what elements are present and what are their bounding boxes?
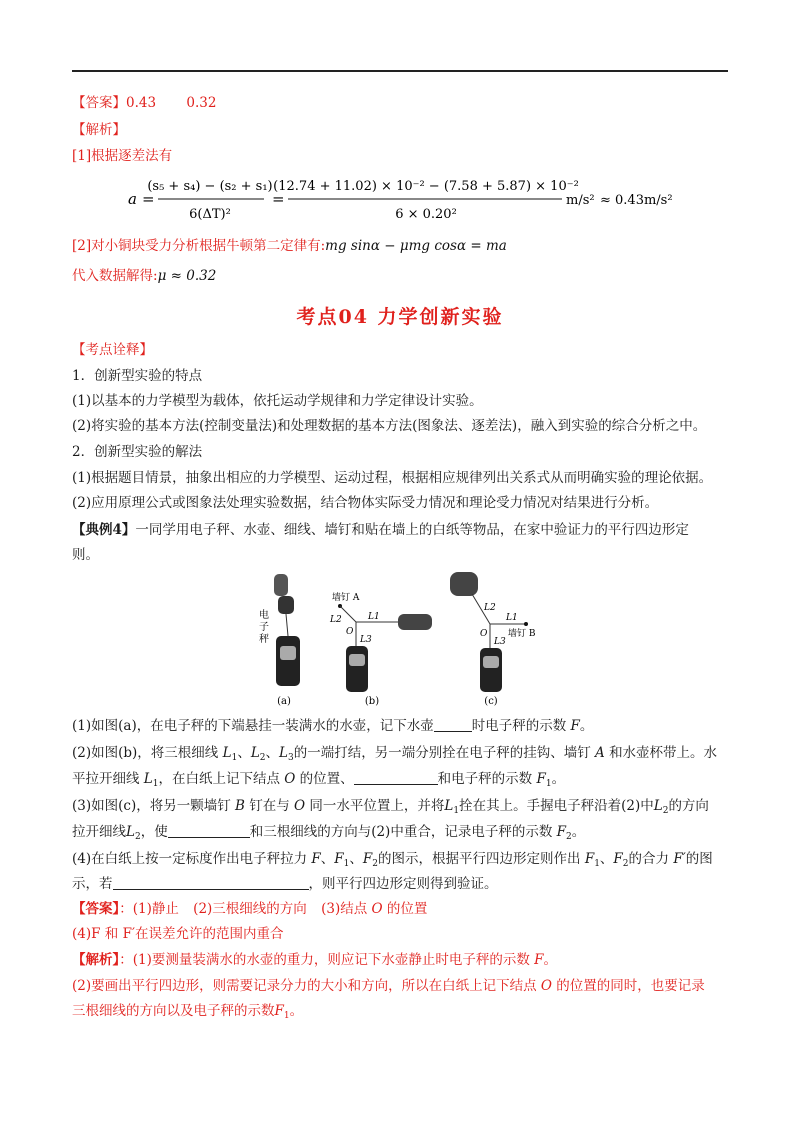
q4-text-b: 的图示，根据平行四边形定则作出	[378, 851, 581, 867]
q4-text-e: 示，若	[72, 876, 113, 892]
analysis-2-line-1: 【解析】：(1)要测量装满水的水壶的重力，则应记下水壶静止时电子秤的示数 F。	[72, 952, 558, 968]
q2-text-f: ，在白纸上记下结点	[158, 771, 280, 787]
q3-text-a: (3)如图(c)，将另一颗墙钉	[72, 798, 231, 814]
q3-o: O	[294, 798, 306, 814]
explain-paragraph-4: (2)应用原理公式或图象法处理实验数据，结合物体实际受力情况和理论受力情况对结果进行分析。	[72, 495, 659, 511]
label-c: (c)	[484, 696, 498, 707]
label-b: (b)	[364, 696, 380, 707]
scale-icon-a	[278, 596, 294, 614]
analysis-2-line-3: 三根细线的方向以及电子秤的示数$F_1$。	[72, 1003, 304, 1021]
formula-approx: ≈ 0.43m/s²	[600, 193, 673, 208]
q3-text-c: 钉在与	[249, 798, 290, 814]
q4-text-f: ，则平行四边形定则得到验证。	[308, 876, 498, 892]
kettle-icon-c	[480, 648, 502, 692]
formula-lhs: a	[128, 190, 137, 208]
formula-svg	[128, 172, 688, 228]
step-2-text: [2]对小铜块受力分析根据牛顿第二定律有:	[72, 238, 326, 254]
step-3-equation: μ ≈ 0.32	[157, 268, 217, 284]
label-a: (a)	[277, 696, 291, 707]
analysis-2-sentence-2a: (2)要画出平行四边形，则需要记录分力的大小和方向，所以在白纸上记下结点	[72, 978, 537, 994]
l3-label-c: L3	[494, 637, 506, 647]
example-tag: 【典例4】	[72, 522, 136, 538]
question-4-line-2	[72, 874, 498, 894]
q4-blank[interactable]	[113, 875, 309, 890]
example-intro-2: 则。	[72, 547, 99, 563]
analysis-2-sentence-2c: 三根细线的方向以及电子秤的示数	[72, 1003, 275, 1019]
analysis-2-sentence-1: ：(1)要测量装满水的水壶的重力，则应记下水壶静止时电子秤的示数	[119, 952, 530, 968]
answer-2-line-2: (4)F 和 F′在误差允许的范围内重合	[72, 926, 284, 942]
answer-value-1: 0.43	[126, 95, 157, 111]
answer-value-2: 0.32	[186, 95, 217, 111]
formula-den2: 6 × 0.20²	[395, 207, 457, 222]
q1-text-a: (1)如图(a)，在电子秤的下端悬挂一装满水的水壶，记下水壶	[72, 718, 434, 734]
nail-b-label: 墙钉 B	[508, 629, 536, 639]
l1-label-b: L1	[368, 612, 380, 622]
q1-text-b: 时电子秤的示数	[471, 718, 567, 734]
answer-line	[72, 93, 216, 113]
q2-o: O	[284, 771, 296, 787]
answer-2-part-2: (2)三根细线的方向	[193, 901, 307, 917]
kettle-icon-a	[276, 636, 300, 686]
q3-text-f: 拴在其上。手握电子秤沿着(2)中	[459, 798, 654, 814]
difference-method-formula	[128, 172, 688, 232]
figure-svg	[250, 570, 570, 710]
analysis-2-line-2: (2)要画出平行四边形，则需要记录分力的大小和方向，所以在白纸上记下结点 O 的位置的同时，也要记录	[72, 978, 705, 994]
q3-nail-b: B	[235, 798, 245, 814]
answer-2-o: O	[371, 901, 383, 917]
header-rule	[72, 70, 728, 72]
l1-label-c: L1	[506, 613, 518, 623]
explain-paragraph-2: (2)将实验的基本方法(控制变量法)和处理数据的基本方法(图象法、逐差法)，融入到实验的综合分析之中。	[72, 418, 707, 434]
answer-2-tag: 【答案】	[72, 901, 120, 917]
question-2-line-2: 平拉开细线 $L_1$，在白纸上记下结点 O 的位置、 和电子秤的示数 $F_1$。	[72, 771, 566, 789]
q2-text-a: (2)如图(b)，将三根细线	[72, 745, 219, 761]
q2-text-b: 的一端打结，另一端分别拴在电子秤的挂钩、墙钉	[293, 745, 591, 761]
answer-2-part-1: ：(1)静止	[119, 901, 179, 917]
question-4-line-1: (4)在白纸上按一定标度作出电子秤拉力 F、$F_1$、$F_2$的图示，根据平行四边形定则作出 $F_1$、$F_2$的合力 F′的图	[72, 851, 713, 869]
q2-text-i: 和电子秤的示数	[437, 771, 533, 787]
answer-2-part-3-end: 的位置	[386, 901, 428, 917]
q4-text-c: 的合力	[628, 851, 670, 867]
analysis-step-3	[72, 266, 216, 286]
analysis-tag: 【解析】	[72, 122, 126, 138]
scale-label-3: 秤	[259, 634, 269, 645]
scale-label-2: 子	[259, 622, 269, 633]
analysis-2-tag: 【解析】	[72, 952, 120, 968]
explain-paragraph-1: (1)以基本的力学模型为载体，依托运动学规律和力学定律设计实验。	[72, 393, 483, 409]
q4-text-a: (4)在白纸上按一定标度作出电子秤拉力	[72, 851, 308, 867]
figure-c	[450, 572, 536, 707]
q3-text-g: 的方向	[668, 798, 709, 814]
q1-blank[interactable]	[434, 717, 472, 732]
kettle-label-c	[483, 656, 499, 668]
q3-text-j: 和三根细线的方向与(2)中重合，记录电子秤的示数	[249, 824, 553, 840]
o-label-b: O	[346, 627, 354, 637]
kettle-label-b	[349, 654, 365, 666]
q1-var: F	[570, 718, 580, 734]
nail-a-label: 墙钉 A	[332, 593, 360, 603]
q3-text-h: 拉开细线	[72, 824, 126, 840]
l2-label-c: L2	[484, 603, 496, 613]
explain-heading-2: 2．创新型实验的解法	[72, 444, 203, 460]
analysis-step-2	[72, 236, 507, 256]
scale-icon-b	[398, 614, 432, 630]
explain-paragraph-3: (1)根据题目情景，抽象出相应的力学模型、运动过程，根据相应规律列出关系式从而明确实验的理论依据。	[72, 470, 713, 486]
question-1: (1)如图(a)，在电子秤的下端悬挂一装满水的水壶，记下水壶 时电子秤的示数 F。	[72, 718, 594, 734]
l2-label-b: L2	[330, 615, 342, 625]
example-intro-1	[72, 520, 689, 540]
answer-2-part-3: (3)结点	[321, 901, 368, 917]
answer-tag: 【答案】	[72, 95, 126, 111]
step-2-equation: mg sinα − μmg cosα = ma	[325, 238, 507, 254]
section-title: 考点04 力学创新实验	[296, 306, 504, 328]
question-2-line-1: (2)如图(b)，将三根细线 $L_1$、$L_2$、$L_3$的一端打结，另一端分别拴在电子秤的挂钩、墙钉 A 和水壶杯带上。水	[72, 745, 718, 763]
formula-eq1: =	[142, 190, 155, 208]
analysis-step-1: [1]根据逐差法有	[72, 148, 173, 164]
analysis-2-sentence-2b: 的位置的同时，也要记录	[556, 978, 705, 994]
experiment-figure	[250, 570, 570, 714]
q3-blank[interactable]	[168, 823, 250, 838]
scale-icon-c	[450, 572, 478, 596]
q4-text-d: 的图	[685, 851, 713, 867]
explain-heading-1: 1．创新型实验的特点	[72, 368, 203, 384]
formula-num1: (s₅ + s₄) − (s₂ + s₁)	[147, 179, 273, 194]
question-3-line-1: (3)如图(c)，将另一颗墙钉 B 钉在与 O 同一水平位置上，并将$L_1$拴在其上。手握电子秤沿着(2)中$L_2$的方向	[72, 798, 709, 816]
question-3-line-2: 拉开细线$L_2$，使 和三根细线的方向与(2)中重合，记录电子秤的示数 $F_2$。	[72, 824, 586, 842]
q2-blank[interactable]	[354, 770, 438, 785]
formula-eq2: =	[272, 190, 285, 208]
nail-b-icon	[524, 622, 528, 626]
scale-label: 电	[259, 610, 269, 621]
step-3-text: 代入数据解得:	[72, 268, 158, 284]
line-l2-b	[340, 606, 356, 622]
string-a	[286, 614, 288, 636]
figure-b	[329, 591, 432, 707]
formula-num2: (12.74 + 11.02) × 10⁻² − (7.58 + 5.87) × 10⁻²	[273, 179, 579, 194]
example-intro-text: 一同学用电子秤、水壶、细线、墙钉和贴在墙上的白纸等物品，在家中验证力的平行四边形定	[135, 522, 689, 538]
formula-den1: 6(ΔT)²	[189, 207, 231, 222]
q2-nail-a: A	[595, 745, 605, 761]
kettle-label-a	[280, 646, 296, 660]
q2-text-e: 平拉开细线	[72, 771, 140, 787]
q3-text-e: 同一水平位置上，并将	[309, 798, 445, 814]
explain-tag: 【考点诠释】	[72, 342, 153, 358]
q2-text-h: 的位置、	[299, 771, 354, 787]
answer-2-line-1	[72, 899, 427, 919]
hand-icon-a	[274, 574, 288, 596]
l3-label-b: L3	[360, 635, 372, 645]
q3-text-i: ，使	[140, 824, 168, 840]
formula-unit: m/s²	[566, 193, 595, 208]
figure-a	[259, 574, 300, 707]
o-label-c: O	[480, 629, 488, 639]
q2-text-d: 和水壶杯带上。水	[609, 745, 718, 761]
kettle-icon-b	[346, 646, 368, 692]
